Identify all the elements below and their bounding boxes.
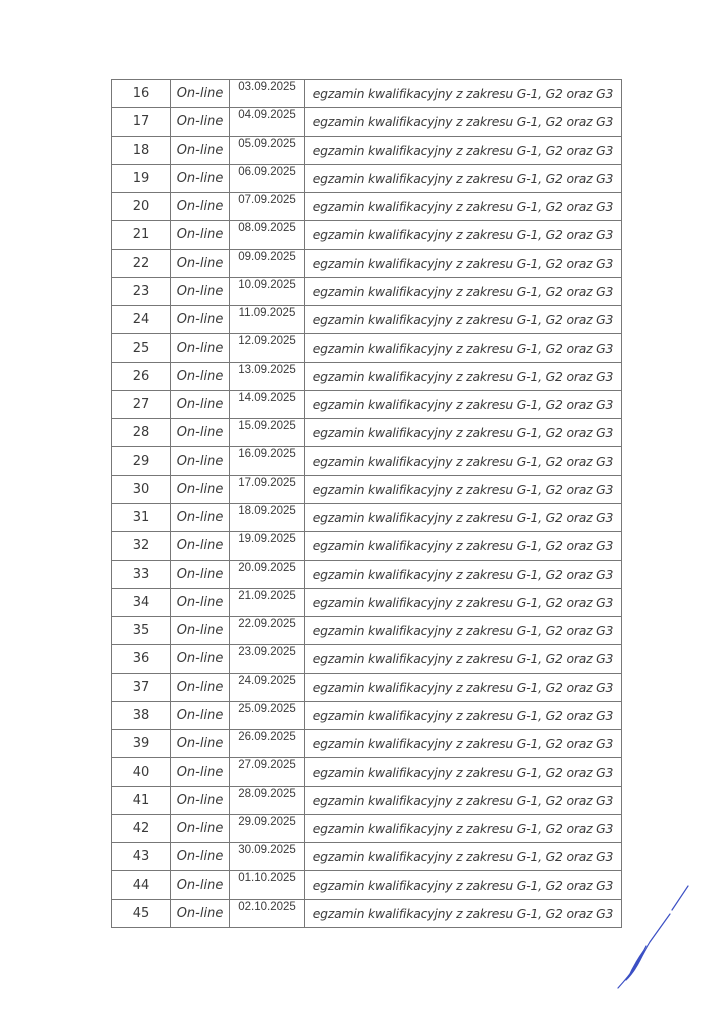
row-number: 36 [112, 645, 171, 673]
exam-description: egzamin kwalifikacyjny z zakresu G-1, G2 oraz G3 [305, 899, 622, 927]
table-row [112, 306, 622, 334]
table-row [112, 532, 622, 560]
exam-mode: On-line [171, 617, 230, 645]
exam-date: 10.09.2025 [230, 277, 305, 305]
exam-mode: On-line [171, 701, 230, 729]
exam-mode: On-line [171, 108, 230, 136]
exam-description: egzamin kwalifikacyjny z zakresu G-1, G2 oraz G3 [305, 588, 622, 616]
exam-mode: On-line [171, 419, 230, 447]
row-number: 38 [112, 701, 171, 729]
table-row [112, 334, 622, 362]
row-number: 34 [112, 588, 171, 616]
row-number: 22 [112, 249, 171, 277]
exam-date: 08.09.2025 [230, 221, 305, 249]
table-row [112, 871, 622, 899]
exam-description: egzamin kwalifikacyjny z zakresu G-1, G2 oraz G3 [305, 221, 622, 249]
exam-mode: On-line [171, 277, 230, 305]
exam-date: 28.09.2025 [230, 786, 305, 814]
table-row [112, 814, 622, 842]
exam-description: egzamin kwalifikacyjny z zakresu G-1, G2 oraz G3 [305, 193, 622, 221]
exam-description: egzamin kwalifikacyjny z zakresu G-1, G2 oraz G3 [305, 475, 622, 503]
row-number: 19 [112, 164, 171, 192]
table-row [112, 277, 622, 305]
row-number: 41 [112, 786, 171, 814]
exam-description: egzamin kwalifikacyjny z zakresu G-1, G2 oraz G3 [305, 80, 622, 108]
exam-description: egzamin kwalifikacyjny z zakresu G-1, G2 oraz G3 [305, 532, 622, 560]
table-row [112, 419, 622, 447]
exam-date: 19.09.2025 [230, 532, 305, 560]
exam-mode: On-line [171, 843, 230, 871]
row-number: 25 [112, 334, 171, 362]
exam-date: 15.09.2025 [230, 419, 305, 447]
exam-date: 13.09.2025 [230, 362, 305, 390]
table-row [112, 447, 622, 475]
table-row [112, 221, 622, 249]
exam-description: egzamin kwalifikacyjny z zakresu G-1, G2 oraz G3 [305, 306, 622, 334]
table-row [112, 560, 622, 588]
row-number: 20 [112, 193, 171, 221]
table-row [112, 843, 622, 871]
exam-date: 16.09.2025 [230, 447, 305, 475]
exam-mode: On-line [171, 532, 230, 560]
exam-mode: On-line [171, 871, 230, 899]
table-row [112, 701, 622, 729]
row-number: 37 [112, 673, 171, 701]
exam-date: 20.09.2025 [230, 560, 305, 588]
table-row [112, 108, 622, 136]
exam-schedule-table [111, 79, 622, 928]
exam-description: egzamin kwalifikacyjny z zakresu G-1, G2 oraz G3 [305, 673, 622, 701]
exam-date: 04.09.2025 [230, 108, 305, 136]
exam-date: 17.09.2025 [230, 475, 305, 503]
table-row [112, 645, 622, 673]
exam-mode: On-line [171, 475, 230, 503]
table-row [112, 390, 622, 418]
exam-description: egzamin kwalifikacyjny z zakresu G-1, G2 oraz G3 [305, 730, 622, 758]
exam-description: egzamin kwalifikacyjny z zakresu G-1, G2 oraz G3 [305, 503, 622, 531]
exam-date: 06.09.2025 [230, 164, 305, 192]
exam-date: 23.09.2025 [230, 645, 305, 673]
row-number: 28 [112, 419, 171, 447]
exam-mode: On-line [171, 730, 230, 758]
row-number: 17 [112, 108, 171, 136]
exam-date: 24.09.2025 [230, 673, 305, 701]
exam-date: 07.09.2025 [230, 193, 305, 221]
exam-mode: On-line [171, 899, 230, 927]
exam-description: egzamin kwalifikacyjny z zakresu G-1, G2 oraz G3 [305, 814, 622, 842]
exam-mode: On-line [171, 560, 230, 588]
exam-description: egzamin kwalifikacyjny z zakresu G-1, G2 oraz G3 [305, 871, 622, 899]
exam-date: 03.09.2025 [230, 80, 305, 108]
row-number: 33 [112, 560, 171, 588]
row-number: 23 [112, 277, 171, 305]
exam-date: 09.09.2025 [230, 249, 305, 277]
exam-description: egzamin kwalifikacyjny z zakresu G-1, G2 oraz G3 [305, 164, 622, 192]
exam-mode: On-line [171, 390, 230, 418]
table-row [112, 249, 622, 277]
row-number: 39 [112, 730, 171, 758]
exam-description: egzamin kwalifikacyjny z zakresu G-1, G2 oraz G3 [305, 701, 622, 729]
exam-description: egzamin kwalifikacyjny z zakresu G-1, G2 oraz G3 [305, 334, 622, 362]
row-number: 27 [112, 390, 171, 418]
exam-description: egzamin kwalifikacyjny z zakresu G-1, G2 oraz G3 [305, 108, 622, 136]
table-row [112, 786, 622, 814]
table-row [112, 503, 622, 531]
exam-date: 01.10.2025 [230, 871, 305, 899]
table-row [112, 80, 622, 108]
table-row [112, 136, 622, 164]
exam-mode: On-line [171, 334, 230, 362]
exam-mode: On-line [171, 249, 230, 277]
handwritten-signature [600, 880, 700, 995]
exam-mode: On-line [171, 786, 230, 814]
exam-description: egzamin kwalifikacyjny z zakresu G-1, G2 oraz G3 [305, 249, 622, 277]
row-number: 42 [112, 814, 171, 842]
exam-description: egzamin kwalifikacyjny z zakresu G-1, G2 oraz G3 [305, 843, 622, 871]
exam-description: egzamin kwalifikacyjny z zakresu G-1, G2 oraz G3 [305, 786, 622, 814]
exam-mode: On-line [171, 814, 230, 842]
table-row [112, 617, 622, 645]
exam-date: 05.09.2025 [230, 136, 305, 164]
exam-date: 26.09.2025 [230, 730, 305, 758]
exam-mode: On-line [171, 221, 230, 249]
row-number: 43 [112, 843, 171, 871]
exam-mode: On-line [171, 136, 230, 164]
exam-date: 12.09.2025 [230, 334, 305, 362]
table-row [112, 730, 622, 758]
exam-date: 21.09.2025 [230, 588, 305, 616]
table-row [112, 164, 622, 192]
exam-date: 27.09.2025 [230, 758, 305, 786]
row-number: 30 [112, 475, 171, 503]
exam-description: egzamin kwalifikacyjny z zakresu G-1, G2 oraz G3 [305, 758, 622, 786]
row-number: 35 [112, 617, 171, 645]
exam-mode: On-line [171, 673, 230, 701]
exam-mode: On-line [171, 193, 230, 221]
table-row [112, 362, 622, 390]
exam-description: egzamin kwalifikacyjny z zakresu G-1, G2 oraz G3 [305, 617, 622, 645]
row-number: 45 [112, 899, 171, 927]
exam-mode: On-line [171, 645, 230, 673]
exam-date: 18.09.2025 [230, 503, 305, 531]
exam-mode: On-line [171, 503, 230, 531]
exam-description: egzamin kwalifikacyjny z zakresu G-1, G2 oraz G3 [305, 645, 622, 673]
table-row [112, 193, 622, 221]
exam-date: 25.09.2025 [230, 701, 305, 729]
row-number: 21 [112, 221, 171, 249]
table-row [112, 673, 622, 701]
table-row [112, 475, 622, 503]
exam-mode: On-line [171, 80, 230, 108]
table-row [112, 899, 622, 927]
exam-description: egzamin kwalifikacyjny z zakresu G-1, G2 oraz G3 [305, 136, 622, 164]
exam-mode: On-line [171, 164, 230, 192]
row-number: 44 [112, 871, 171, 899]
exam-mode: On-line [171, 588, 230, 616]
table-row [112, 758, 622, 786]
exam-date: 14.09.2025 [230, 390, 305, 418]
row-number: 31 [112, 503, 171, 531]
exam-date: 22.09.2025 [230, 617, 305, 645]
exam-description: egzamin kwalifikacyjny z zakresu G-1, G2 oraz G3 [305, 419, 622, 447]
row-number: 29 [112, 447, 171, 475]
row-number: 26 [112, 362, 171, 390]
row-number: 18 [112, 136, 171, 164]
exam-mode: On-line [171, 447, 230, 475]
exam-description: egzamin kwalifikacyjny z zakresu G-1, G2 oraz G3 [305, 362, 622, 390]
table-row [112, 588, 622, 616]
exam-description: egzamin kwalifikacyjny z zakresu G-1, G2 oraz G3 [305, 560, 622, 588]
exam-date: 11.09.2025 [230, 306, 305, 334]
exam-mode: On-line [171, 362, 230, 390]
exam-date: 29.09.2025 [230, 814, 305, 842]
exam-description: egzamin kwalifikacyjny z zakresu G-1, G2 oraz G3 [305, 390, 622, 418]
exam-description: egzamin kwalifikacyjny z zakresu G-1, G2 oraz G3 [305, 447, 622, 475]
row-number: 40 [112, 758, 171, 786]
exam-date: 02.10.2025 [230, 899, 305, 927]
exam-description: egzamin kwalifikacyjny z zakresu G-1, G2 oraz G3 [305, 277, 622, 305]
row-number: 16 [112, 80, 171, 108]
exam-mode: On-line [171, 306, 230, 334]
row-number: 32 [112, 532, 171, 560]
exam-mode: On-line [171, 758, 230, 786]
row-number: 24 [112, 306, 171, 334]
exam-date: 30.09.2025 [230, 843, 305, 871]
